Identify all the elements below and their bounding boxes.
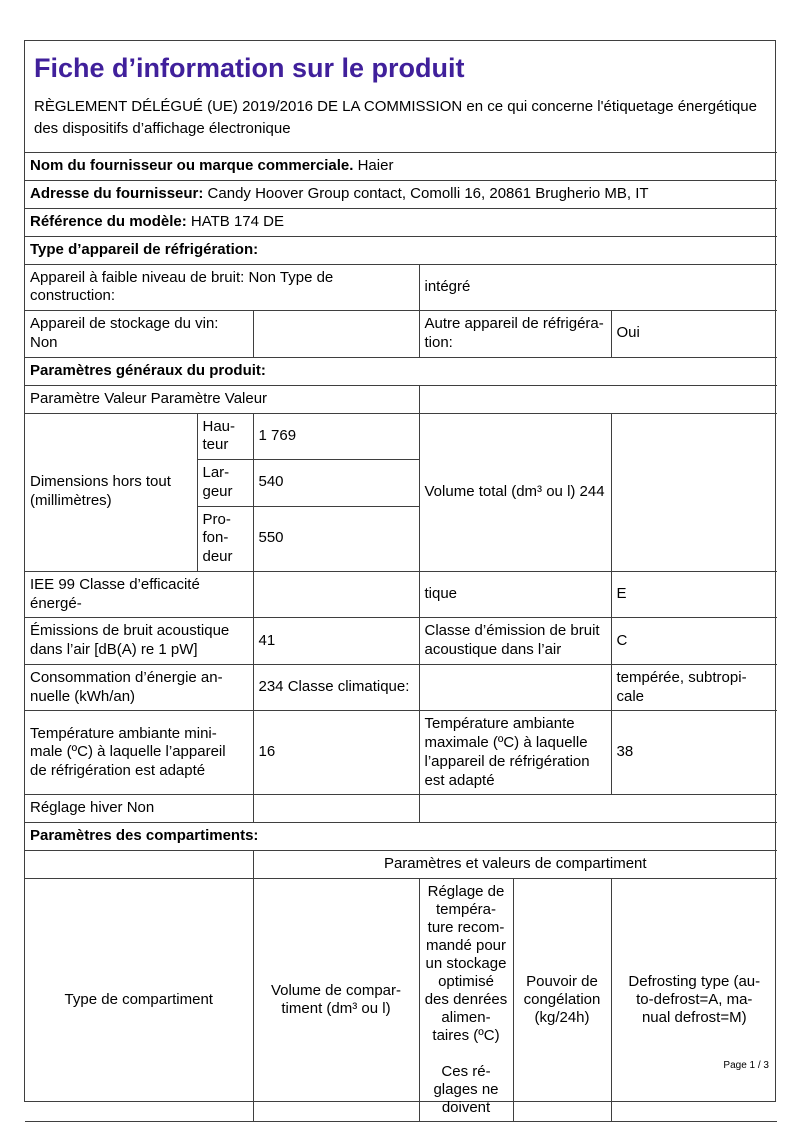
compartment-columns-row bbox=[25, 879, 777, 1122]
param-value-header-cell: Paramètre Valeur Paramètre Valeur bbox=[25, 385, 419, 413]
supplier-address-row bbox=[25, 180, 777, 208]
empty-cell bbox=[611, 413, 777, 571]
dimensions-label-cell: Dimensions hors tout (millimètres) bbox=[25, 413, 197, 571]
compartments-heading: Paramètres des compartiments: bbox=[25, 823, 777, 851]
appliance-type-heading: Type d’appareil de réfrigération: bbox=[25, 236, 777, 264]
supplier-name-row bbox=[25, 152, 777, 180]
noise-emission-label-cell: Émissions de bruit acoustique dans l’air [dB(A) re 1 pW] bbox=[25, 618, 253, 665]
temp-max-value-cell: 38 bbox=[611, 711, 777, 795]
noise-emission-row bbox=[25, 618, 777, 665]
compartments-heading-row bbox=[25, 823, 777, 851]
model-reference-cell bbox=[25, 208, 777, 236]
noise-class-value-cell: C bbox=[611, 618, 777, 665]
height-value-cell: 1 769 bbox=[253, 413, 419, 460]
supplier-name-label: Nom du fournisseur ou marque commerciale. bbox=[30, 156, 354, 174]
depth-label-cell: Pro- fon- deur bbox=[197, 506, 253, 571]
appliance-type-heading-row bbox=[25, 236, 777, 264]
wine-storage-cell: Appareil de stockage du vin: Non bbox=[25, 311, 253, 358]
temp-min-label-cell: Température ambiante mini- male (ºC) à laquelle l’appareil de réfrigération est adapté bbox=[25, 711, 253, 795]
other-appliance-value-cell: Oui bbox=[611, 311, 777, 358]
low-noise-row bbox=[25, 264, 777, 311]
energy-consumption-label-cell: Consommation d’énergie an- nuelle (kWh/an) bbox=[25, 664, 253, 711]
empty-cell bbox=[419, 664, 611, 711]
empty-cell bbox=[253, 311, 419, 358]
energy-consumption-row bbox=[25, 664, 777, 711]
total-volume-cell: Volume total (dm³ ou l) 244 bbox=[419, 413, 611, 571]
page-number: Page 1 / 3 bbox=[723, 1060, 769, 1071]
empty-cell bbox=[253, 571, 419, 618]
model-reference-label: Référence du modèle: bbox=[30, 212, 187, 230]
model-reference-row bbox=[25, 208, 777, 236]
compartment-type-header-cell: Type de compartiment bbox=[25, 879, 253, 1122]
width-value-cell: 540 bbox=[253, 460, 419, 507]
supplier-address-cell bbox=[25, 180, 777, 208]
climate-class-value-cell: tempérée, subtropi- cale bbox=[611, 664, 777, 711]
noise-emission-value-cell: 41 bbox=[253, 618, 419, 665]
compartment-table-header-cell: Paramètres et valeurs de compartiment bbox=[253, 851, 777, 879]
document-header bbox=[25, 41, 775, 152]
supplier-name-cell bbox=[25, 152, 777, 180]
page-title: Fiche d’information sur le produit bbox=[34, 53, 465, 83]
empty-cell bbox=[419, 795, 777, 823]
product-fiche-page bbox=[24, 40, 776, 1116]
supplier-name-value: Haier bbox=[357, 156, 394, 174]
supplier-address-label: Adresse du fournisseur: bbox=[30, 184, 204, 202]
winter-setting-row bbox=[25, 795, 777, 823]
temp-max-label-cell: Température ambiante maximale (ºC) à laquelle l’appareil de réfrigération est adapté bbox=[419, 711, 611, 795]
wine-storage-row bbox=[25, 311, 777, 358]
dimension-height-row bbox=[25, 413, 777, 460]
empty-cell bbox=[25, 851, 253, 879]
regulation-subtitle: RÈGLEMENT DÉLÉGUÉ (UE) 2019/2016 DE LA COMMISSION en ce qui concerne l'étiquetage énergétique des dispositifs d’affichage électronique bbox=[34, 98, 757, 137]
compartment-defrost-header-cell: Defrosting type (au- to-defrost=A, ma- nual defrost=M) bbox=[611, 879, 777, 1122]
ambient-temperature-row bbox=[25, 711, 777, 795]
iee-class-suffix-cell: tique bbox=[419, 571, 611, 618]
empty-cell bbox=[419, 385, 777, 413]
low-noise-construction-label-cell: Appareil à faible niveau de bruit: Non Type de construction: bbox=[25, 264, 419, 311]
param-value-header-row bbox=[25, 385, 777, 413]
model-reference-value: HATB 174 DE bbox=[190, 212, 284, 230]
general-params-heading: Paramètres généraux du produit: bbox=[25, 357, 777, 385]
winter-setting-cell: Réglage hiver Non bbox=[25, 795, 253, 823]
other-appliance-label-cell: Autre appareil de réfrigéra- tion: bbox=[419, 311, 611, 358]
empty-cell bbox=[253, 795, 419, 823]
depth-value-cell: 550 bbox=[253, 506, 419, 571]
iee-class-value-cell: E bbox=[611, 571, 777, 618]
compartment-table-header-row bbox=[25, 851, 777, 879]
energy-class-row bbox=[25, 571, 777, 618]
compartment-temp-header-cell: Réglage de tempéra- ture recom- mandé pour un stockage optimisé des denrées alimen- taires (ºC) Ces ré- glages ne doivent bbox=[419, 879, 513, 1122]
width-label-cell: Lar- geur bbox=[197, 460, 253, 507]
iee-class-label-cell: IEE 99 Classe d’efficacité énergé- bbox=[25, 571, 253, 618]
energy-consumption-value-cell: 234 Classe climatique: bbox=[253, 664, 419, 711]
product-info-table bbox=[25, 152, 777, 1123]
height-label-cell: Hau- teur bbox=[197, 413, 253, 460]
supplier-address-value: Candy Hoover Group contact, Comolli 16, 20861 Brugherio MB, IT bbox=[207, 184, 649, 202]
construction-type-value-cell: intégré bbox=[419, 264, 777, 311]
noise-class-label-cell: Classe d’émission de bruit acoustique dans l’air bbox=[419, 618, 611, 665]
compartment-volume-header-cell: Volume de compar- timent (dm³ ou l) bbox=[253, 879, 419, 1122]
compartment-freezing-header-cell: Pouvoir de congélation (kg/24h) bbox=[513, 879, 611, 1122]
temp-min-value-cell: 16 bbox=[253, 711, 419, 795]
general-params-heading-row bbox=[25, 357, 777, 385]
